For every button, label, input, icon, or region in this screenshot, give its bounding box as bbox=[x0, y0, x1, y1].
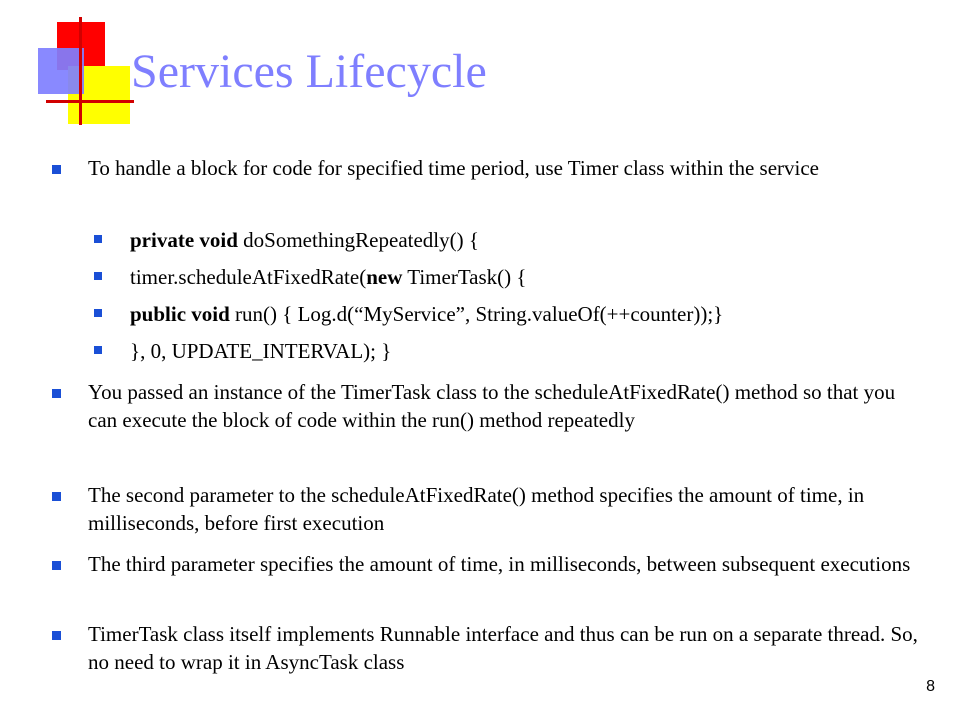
square-bullet-icon bbox=[52, 561, 61, 570]
code-text: run() { Log.d(“MyService”, String.valueOf(++counter));} bbox=[229, 302, 724, 326]
square-bullet-icon bbox=[52, 389, 61, 398]
code-text: }, 0, UPDATE_INTERVAL); } bbox=[130, 339, 392, 363]
bullet-item bbox=[88, 481, 918, 537]
square-bullet-icon bbox=[94, 309, 102, 317]
bullet-item bbox=[88, 620, 918, 676]
square-bullet-icon bbox=[52, 631, 61, 640]
blue-square-decoration bbox=[38, 48, 84, 94]
sub-bullet-item bbox=[130, 226, 920, 254]
bullet-text: To handle a block for code for specified time period, use Timer class within the service bbox=[88, 156, 819, 180]
horizontal-line-decoration bbox=[46, 100, 134, 103]
code-text: TimerTask() { bbox=[402, 265, 527, 289]
square-bullet-icon bbox=[52, 165, 61, 174]
vertical-line-decoration bbox=[79, 17, 82, 125]
bullet-text: The second parameter to the scheduleAtFixedRate() method specifies the amount of time, in milliseconds, before first execution bbox=[88, 483, 865, 535]
code-text: timer.scheduleAtFixedRate( bbox=[130, 265, 367, 289]
sub-bullet-item bbox=[130, 300, 920, 328]
bullet-item bbox=[88, 154, 918, 182]
square-bullet-icon bbox=[94, 272, 102, 280]
code-keyword: new bbox=[366, 265, 403, 289]
sub-bullet-item bbox=[130, 263, 920, 291]
bullet-text: TimerTask class itself implements Runnable interface and thus can be run on a separate thread. So, no need to wrap it in AsyncTask class bbox=[88, 622, 918, 674]
bullet-text: The third parameter specifies the amount of time, in milliseconds, between subsequent executions bbox=[88, 552, 911, 576]
bullet-text: You passed an instance of the TimerTask class to the scheduleAtFixedRate() method so that you can execute the block of code within the run() method repeatedly bbox=[88, 380, 896, 432]
code-text: doSomethingRepeatedly() { bbox=[237, 228, 479, 252]
bullet-item bbox=[88, 378, 918, 434]
square-bullet-icon bbox=[94, 346, 102, 354]
sub-bullet-item bbox=[130, 337, 920, 365]
code-keyword: public void bbox=[130, 302, 230, 326]
square-bullet-icon bbox=[52, 492, 61, 501]
slide-title: Services Lifecycle bbox=[131, 45, 487, 98]
square-bullet-icon bbox=[94, 235, 102, 243]
code-keyword: private void bbox=[130, 228, 238, 252]
bullet-item bbox=[88, 550, 918, 578]
page-number: 8 bbox=[926, 678, 935, 695]
